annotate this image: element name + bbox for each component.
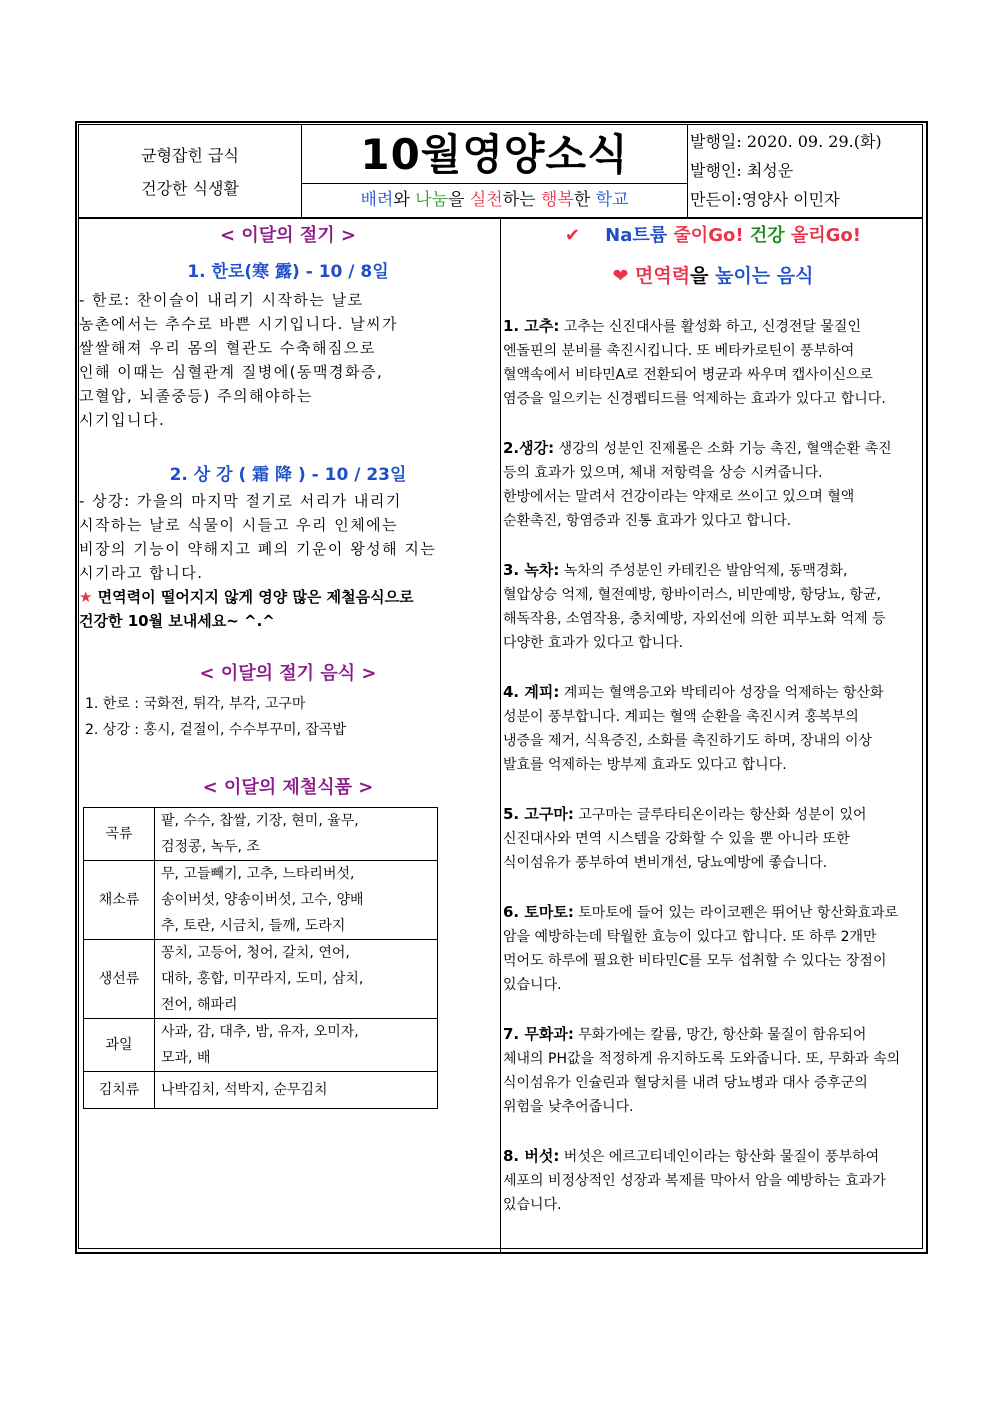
text-line <box>503 1047 923 1071</box>
text-line: 농촌에서는 추수로 바쁜 시기입니다. 날씨가 <box>79 315 399 333</box>
text-line: 시기라고 합니다. <box>79 564 204 582</box>
immunity-title <box>503 261 923 288</box>
immunity-item <box>503 802 923 875</box>
text-line <box>503 558 923 583</box>
cell-line: 검정콩, 녹두, 조 <box>161 839 260 855</box>
item-heading: 6. 토마토: <box>503 903 574 921</box>
text-line <box>503 949 923 973</box>
category-cell: 채소류 <box>84 861 155 940</box>
table-row <box>84 940 438 1019</box>
issue-date: 발행일: 2020. 09. 29.(화) <box>690 132 882 151</box>
text-line <box>503 631 923 655</box>
term2-body <box>79 489 497 585</box>
item-heading: 7. 무화과: <box>503 1025 574 1043</box>
slogan-part: 줄이Go! <box>673 225 750 246</box>
slogan-part: Na트륨 <box>605 225 674 246</box>
item-text: 무화가에는 칼륨, 망간, 항산화 물질이 함유되어 <box>573 1027 867 1043</box>
divider <box>687 124 688 217</box>
motto-text: 을 <box>448 190 470 210</box>
item-heading: 8. 버섯: <box>503 1147 560 1165</box>
item-heading: 1. 고추: <box>503 317 560 335</box>
text-line <box>503 583 923 607</box>
item-heading: 3. 녹차: <box>503 561 560 579</box>
motto-word: 실천 <box>469 190 503 210</box>
item-text: 있습니다. <box>503 977 562 993</box>
header-left <box>79 125 301 217</box>
motto-word: 배려 <box>360 190 394 210</box>
item-text: 계피는 혈액응고와 박테리아 성장을 억제하는 항산화 <box>559 685 884 701</box>
tip-line-1 <box>79 585 497 609</box>
table-row <box>84 1072 438 1109</box>
text-line: 쌀쌀해져 우리 몸의 혈관도 수축해짐으로 <box>79 339 376 357</box>
publisher: 발행인: 최성운 <box>690 161 794 180</box>
text-line: - 상강: 가을의 마지막 절기로 서리가 내리기 <box>79 492 402 510</box>
category-cell: 생선류 <box>84 940 155 1019</box>
items-cell <box>155 808 438 861</box>
cell-line: 나박김치, 석박지, 순무김치 <box>161 1082 328 1098</box>
item-heading: 2.생강: <box>503 439 555 457</box>
text-line <box>503 1022 923 1047</box>
item-text: 냉증을 제거, 식욕증진, 소화를 촉진하기도 하며, 장내의 이상 <box>503 733 873 749</box>
text-line <box>503 827 923 851</box>
immunity-item <box>503 436 923 533</box>
text-line <box>503 802 923 827</box>
text-line <box>503 387 923 411</box>
items-cell <box>155 1019 438 1072</box>
text-line <box>503 1193 923 1217</box>
immunity-item <box>503 1022 923 1119</box>
text-line <box>503 1144 923 1169</box>
item-text: 먹어도 하루에 필요한 비타민C를 모두 섭취할 수 있다는 장점이 <box>503 953 887 969</box>
text-line <box>503 753 923 777</box>
cell-line: 꽁치, 고등어, 청어, 갈치, 연어, <box>161 945 350 961</box>
item-text: 신진대사와 면역 시스템을 강화할 수 있을 뿐 아니라 또한 <box>503 831 850 847</box>
section-title-solar-terms: < 이달의 절기 > <box>220 225 356 246</box>
list-item: 2. 상강 : 홍시, 겉절이, 수수부꾸미, 잡곡밥 <box>85 722 346 738</box>
text-line <box>503 680 923 705</box>
cell-line: 추, 토란, 시금치, 들깨, 도라지 <box>161 918 346 934</box>
header-slogan-1: 균형잡힌 급식 <box>141 146 239 165</box>
newsletter-page <box>75 121 927 1253</box>
item-text: 엔돌핀의 분비를 촉진시킵니다. 또 베타카로틴이 풍부하여 <box>503 343 855 359</box>
motto-word: 행복 <box>540 190 574 210</box>
items-cell <box>155 1072 438 1109</box>
header-slogan-2: 건강한 식생활 <box>141 179 239 198</box>
list-item: 1. 한로 : 국화전, 튀각, 부각, 고구마 <box>85 696 306 712</box>
item-heading: 4. 계피: <box>503 683 560 701</box>
section-title-seasonal-foods: < 이달의 제철식품 > <box>202 777 374 798</box>
text-line <box>503 1071 923 1095</box>
item-text: 위험을 낮추어줍니다. <box>503 1099 634 1115</box>
text-line <box>503 925 923 949</box>
cell-line: 사과, 감, 대추, 밤, 유자, 오미자, <box>161 1024 359 1040</box>
text-line <box>503 1169 923 1193</box>
cell-line: 전어, 해파리 <box>161 997 238 1013</box>
text-line <box>503 509 923 533</box>
left-column <box>79 219 497 1109</box>
item-text: 성분이 풍부합니다. 계피는 혈액 순환을 촉진시켜 홍복부의 <box>503 709 859 725</box>
tip-text: 면역력이 떨어지지 않게 영양 많은 제철음식으로 <box>92 588 414 606</box>
author: 만든이:영양사 이민자 <box>690 190 840 209</box>
item-heading: 5. 고구마: <box>503 805 574 823</box>
text-line <box>503 705 923 729</box>
text-line <box>503 973 923 997</box>
motto-word: 나눔 <box>415 190 449 210</box>
text-line <box>503 314 923 339</box>
heart-icon: ❤ <box>612 265 629 287</box>
table-row <box>84 808 438 861</box>
title-part: 면역력 <box>635 265 691 287</box>
slogan-part: 올리Go! <box>790 225 862 246</box>
item-text: 토마토에 들어 있는 라이코펜은 뛰어난 항산화효과로 <box>573 905 899 921</box>
items-cell <box>155 861 438 940</box>
item-text: 발효를 억제하는 방부제 효과도 있다고 합니다. <box>503 757 787 773</box>
seasonal-foods-table <box>83 807 438 1109</box>
item-text: 등의 효과가 있으며, 체내 저항력을 상승 시켜줍니다. <box>503 465 823 481</box>
item-text: 암을 예방하는데 탁월한 효능이 있다고 합니다. 또 하루 2개만 <box>503 929 877 945</box>
school-motto <box>302 184 687 217</box>
check-icon: ✔ <box>564 225 581 246</box>
item-text: 다양한 효과가 있다고 합니다. <box>503 635 684 651</box>
text-line: 인해 이때는 심혈관계 질병에(동맥경화증, <box>79 363 384 381</box>
motto-text: 하는 <box>502 190 541 210</box>
item-text: 혈압상승 억제, 혈전예방, 항바이러스, 비만예방, 항당뇨, 항균, <box>503 587 881 603</box>
item-text: 한방에서는 말려서 건강이라는 약재로 쓰이고 있으며 혈액 <box>503 489 855 505</box>
text-line <box>503 729 923 753</box>
title-part: 을 <box>690 265 716 287</box>
item-text: 고구마는 글루타티온이라는 항산화 성분이 있어 <box>573 807 867 823</box>
text-line <box>503 607 923 631</box>
term2-title: 2. 상 강 ( 霜 降 ) - 10 / 23일 <box>169 465 407 485</box>
header-meta <box>690 127 922 214</box>
text-line <box>503 461 923 485</box>
motto-text: 와 <box>393 190 416 210</box>
text-line: 시작하는 날로 식물이 시들고 우리 인체에는 <box>79 516 399 534</box>
sodium-slogan <box>503 221 923 247</box>
page-title: 10월영양소식 <box>360 130 629 179</box>
cell-line: 송이버섯, 양송이버섯, 고수, 양배 <box>161 892 364 908</box>
cell-line: 대하, 홍합, 미꾸라지, 도미, 삼치, <box>161 971 364 987</box>
item-text: 있습니다. <box>503 1197 562 1213</box>
item-text: 혈액속에서 비타민A로 전환되어 병균과 싸우며 캡사이신으로 <box>503 367 873 383</box>
right-column <box>503 219 923 1217</box>
text-line <box>503 485 923 509</box>
section-title-term-foods: < 이달의 절기 음식 > <box>199 663 377 684</box>
item-text: 고추는 신진대사를 활성화 하고, 신경전달 물질인 <box>559 319 861 335</box>
term1-body <box>79 288 497 432</box>
cell-line: 무, 고들빼기, 고추, 느타리버섯, <box>161 866 355 882</box>
category-cell: 김치류 <box>84 1072 155 1109</box>
item-text: 식이섬유가 인슐린과 혈당치를 내려 당뇨병과 대사 증후군의 <box>503 1075 868 1091</box>
text-line <box>503 900 923 925</box>
table-row <box>84 861 438 940</box>
immunity-item <box>503 1144 923 1217</box>
item-text: 염증을 일으키는 신경펩티드를 억제하는 효과가 있다고 합니다. <box>503 391 886 407</box>
term1-title: 1. 한로(寒 露) - 10 / 8일 <box>187 262 389 282</box>
motto-word: 학교 <box>595 190 629 210</box>
items-cell <box>155 940 438 1019</box>
item-text: 순환촉진, 항염증과 진통 효과가 있다고 합니다. <box>503 513 792 529</box>
text-line: 시기입니다. <box>79 411 166 429</box>
column-divider <box>500 218 501 1253</box>
immunity-item <box>503 680 923 777</box>
item-text: 식이섬유가 풍부하여 변비개선, 당뇨예방에 좋습니다. <box>503 855 828 871</box>
text-line: 비장의 기능이 약해지고 폐의 기운이 왕성해 지는 <box>79 540 437 558</box>
item-text: 생강의 성분인 진제롤은 소화 기능 촉진, 혈액순환 촉진 <box>554 441 892 457</box>
item-text: 해독작용, 소염작용, 충치예방, 자외선에 의한 피부노화 억제 등 <box>503 611 886 627</box>
slogan-part: 건강 <box>749 225 791 246</box>
item-text: 체내의 PH값을 적정하게 유지하도록 도와줍니다. 또, 무화과 속의 <box>503 1051 901 1067</box>
text-line <box>503 339 923 363</box>
text-line <box>503 363 923 387</box>
title-part: 높이는 음식 <box>715 265 814 287</box>
text-line: - 한로: 찬이슬이 내리기 시작하는 날로 <box>79 291 364 309</box>
text-line <box>503 851 923 875</box>
term-foods-list <box>79 691 497 743</box>
cell-line: 모과, 배 <box>161 1050 211 1066</box>
text-line <box>503 1095 923 1119</box>
item-text: 버섯은 에르고티네인이라는 항산화 물질이 풍부하여 <box>559 1149 880 1165</box>
text-line: 고혈압, 뇌졸중등) 주의해야하는 <box>79 387 314 405</box>
immunity-items <box>503 314 923 1217</box>
immunity-item <box>503 314 923 411</box>
item-text: 세포의 비정상적인 성장과 복제를 막아서 암을 예방하는 효과가 <box>503 1173 886 1189</box>
table-row <box>84 1019 438 1072</box>
category-cell: 과일 <box>84 1019 155 1072</box>
immunity-item <box>503 900 923 997</box>
text-line <box>503 436 923 461</box>
immunity-item <box>503 558 923 655</box>
cell-line: 팥, 수수, 찹쌀, 기장, 현미, 율무, <box>161 813 359 829</box>
category-cell: 곡류 <box>84 808 155 861</box>
tip-line-2: 건강한 10월 보내세요~ ^.^ <box>79 612 275 630</box>
motto-text: 한 <box>573 190 596 210</box>
item-text: 녹차의 주성분인 카테킨은 발암억제, 동맥경화, <box>559 563 848 579</box>
star-icon: ★ <box>79 588 93 606</box>
